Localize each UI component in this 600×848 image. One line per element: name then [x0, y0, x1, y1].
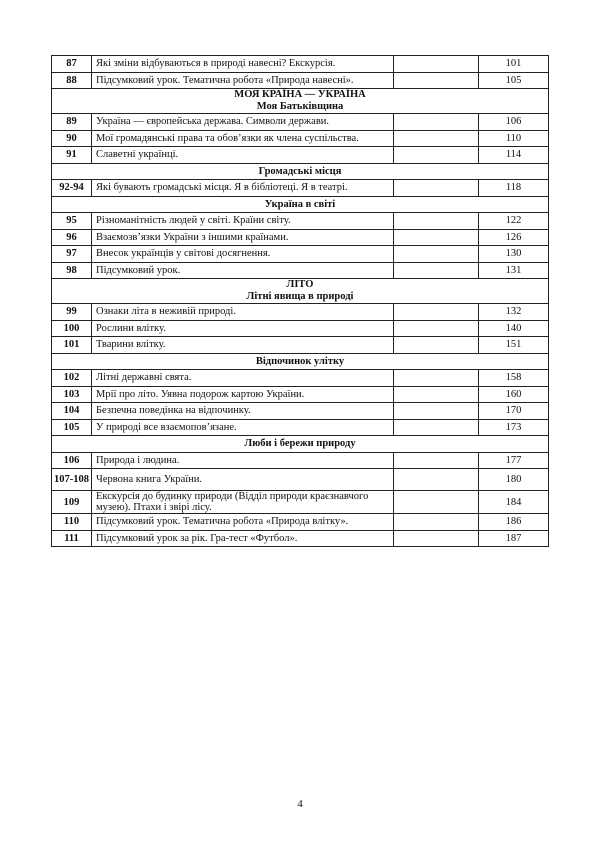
lesson-topic: Які бувають громадські місця. Я в бібліотеці. Я в театрі. [92, 180, 394, 197]
lesson-number: 95 [52, 213, 92, 230]
lesson-number: 89 [52, 114, 92, 131]
page-number: 4 [297, 798, 303, 810]
page-ref: 132 [479, 304, 549, 321]
page-ref: 151 [479, 337, 549, 354]
lesson-topic: Екскурсія до будинку природи (Відділ природи краєзнавчого музею). Птахи і звірі лісу. [92, 491, 394, 514]
table-row [52, 491, 549, 514]
lesson-plan-table [51, 55, 549, 547]
table-row [52, 130, 549, 147]
section-header-row [52, 279, 549, 304]
page-ref: 110 [479, 130, 549, 147]
page-ref: 177 [479, 452, 549, 469]
table-row [52, 114, 549, 131]
section-header-row [52, 353, 549, 370]
page-ref: 114 [479, 147, 549, 164]
table-row [52, 229, 549, 246]
table-row [52, 403, 549, 420]
section-title: Відпочинок улітку [255, 355, 345, 367]
section-header-row [52, 436, 549, 453]
table-row [52, 304, 549, 321]
page-ref: 105 [479, 72, 549, 89]
lesson-topic: Різноманітність людей у світі. Країни світу. [92, 213, 394, 230]
table-row [52, 337, 549, 354]
lesson-topic: Підсумковий урок. Тематична робота «Природа навесні». [92, 72, 394, 89]
lesson-number: 101 [52, 337, 92, 354]
lesson-topic: Мрії про літо. Уявна подорож картою України. [92, 386, 394, 403]
page-ref: 186 [479, 514, 549, 531]
empty-cell [394, 419, 479, 436]
table-row [52, 514, 549, 531]
lesson-topic: Славетні українці. [92, 147, 394, 164]
section-title: Громадські місця [258, 165, 342, 177]
page-ref: 140 [479, 320, 549, 337]
table-row [52, 530, 549, 547]
empty-cell [394, 530, 479, 547]
table-row [52, 56, 549, 73]
empty-cell [394, 262, 479, 279]
lesson-number: 87 [52, 56, 92, 73]
section-title: Україна в світі [264, 198, 336, 210]
empty-cell [394, 147, 479, 164]
page-ref: 106 [479, 114, 549, 131]
lesson-number: 110 [52, 514, 92, 531]
page-ref: 184 [479, 491, 549, 514]
section-title: Люби і бережи природу [244, 438, 356, 450]
table-row [52, 180, 549, 197]
lesson-number: 97 [52, 246, 92, 263]
page-ref: 173 [479, 419, 549, 436]
empty-cell [394, 452, 479, 469]
lesson-topic: Природа і людина. [92, 452, 394, 469]
lesson-number: 99 [52, 304, 92, 321]
section-header [52, 279, 549, 304]
lesson-topic: Ознаки літа в неживій природі. [92, 304, 394, 321]
section-title: МОЯ КРАЇНА — УКРАЇНА [234, 89, 366, 100]
table-row [52, 320, 549, 337]
empty-cell [394, 386, 479, 403]
lesson-topic: Тварини влітку. [92, 337, 394, 354]
lesson-topic: Підсумковий урок за рік. Гра-тест «Футбол». [92, 530, 394, 547]
section-header-row [52, 196, 549, 213]
empty-cell [394, 229, 479, 246]
lesson-number: 103 [52, 386, 92, 403]
page-ref: 158 [479, 370, 549, 387]
lesson-topic: Взаємозв’язки України з іншими країнами. [92, 229, 394, 246]
page-ref: 130 [479, 246, 549, 263]
lesson-number: 106 [52, 452, 92, 469]
page-ref: 101 [479, 56, 549, 73]
lesson-number: 109 [52, 491, 92, 514]
lesson-number: 98 [52, 262, 92, 279]
lesson-topic: Рослини влітку. [92, 320, 394, 337]
section-header-row [52, 89, 549, 114]
lesson-number: 91 [52, 147, 92, 164]
table-row [52, 452, 549, 469]
lesson-topic: Безпечна поведінка на відпочинку. [92, 403, 394, 420]
lesson-topic: У природі все взаємопов’язане. [92, 419, 394, 436]
table-row [52, 246, 549, 263]
table-row [52, 469, 549, 491]
lesson-number: 88 [52, 72, 92, 89]
empty-cell [394, 337, 479, 354]
table-row [52, 370, 549, 387]
lesson-topic: Підсумковий урок. Тематична робота «Природа влітку». [92, 514, 394, 531]
empty-cell [394, 72, 479, 89]
empty-cell [394, 246, 479, 263]
page-ref: 122 [479, 213, 549, 230]
section-header [52, 353, 549, 370]
lesson-topic: Підсумковий урок. [92, 262, 394, 279]
lesson-number: 104 [52, 403, 92, 420]
lesson-number: 107-108 [52, 469, 92, 491]
empty-cell [394, 514, 479, 531]
lesson-topic: Мої громадянські права та обов’язки як члена суспільства. [92, 130, 394, 147]
lesson-number: 100 [52, 320, 92, 337]
empty-cell [394, 56, 479, 73]
page-ref: 126 [479, 229, 549, 246]
lesson-number: 111 [52, 530, 92, 547]
lesson-topic: Внесок українців у світові досягнення. [92, 246, 394, 263]
page-ref: 160 [479, 386, 549, 403]
lesson-topic: Літні державні свята. [92, 370, 394, 387]
empty-cell [394, 403, 479, 420]
empty-cell [394, 320, 479, 337]
empty-cell [394, 180, 479, 197]
section-header [52, 196, 549, 213]
lesson-number: 90 [52, 130, 92, 147]
section-header [52, 436, 549, 453]
table-row [52, 147, 549, 164]
lesson-topic: Які зміни відбуваються в природі навесні? Екскурсія. [92, 56, 394, 73]
table-row [52, 72, 549, 89]
section-subtitle: Моя Батьківщина [256, 101, 344, 112]
section-subtitle: Літні явища в природі [246, 291, 354, 302]
table-row [52, 213, 549, 230]
lesson-number: 92-94 [52, 180, 92, 197]
empty-cell [394, 213, 479, 230]
empty-cell [394, 304, 479, 321]
lesson-topic: Україна — європейська держава. Символи держави. [92, 114, 394, 131]
lesson-number: 102 [52, 370, 92, 387]
empty-cell [394, 469, 479, 491]
section-title: ЛІТО [286, 279, 314, 290]
section-header [52, 163, 549, 180]
empty-cell [394, 370, 479, 387]
page-ref: 180 [479, 469, 549, 491]
lesson-number: 96 [52, 229, 92, 246]
table-row [52, 262, 549, 279]
page-ref: 118 [479, 180, 549, 197]
section-header-row [52, 163, 549, 180]
empty-cell [394, 130, 479, 147]
section-header [52, 89, 549, 114]
lesson-number: 105 [52, 419, 92, 436]
empty-cell [394, 114, 479, 131]
page-ref: 170 [479, 403, 549, 420]
table-row [52, 419, 549, 436]
page-ref: 187 [479, 530, 549, 547]
table-row [52, 386, 549, 403]
page-ref: 131 [479, 262, 549, 279]
lesson-topic: Червона книга України. [92, 469, 394, 491]
empty-cell [394, 491, 479, 514]
